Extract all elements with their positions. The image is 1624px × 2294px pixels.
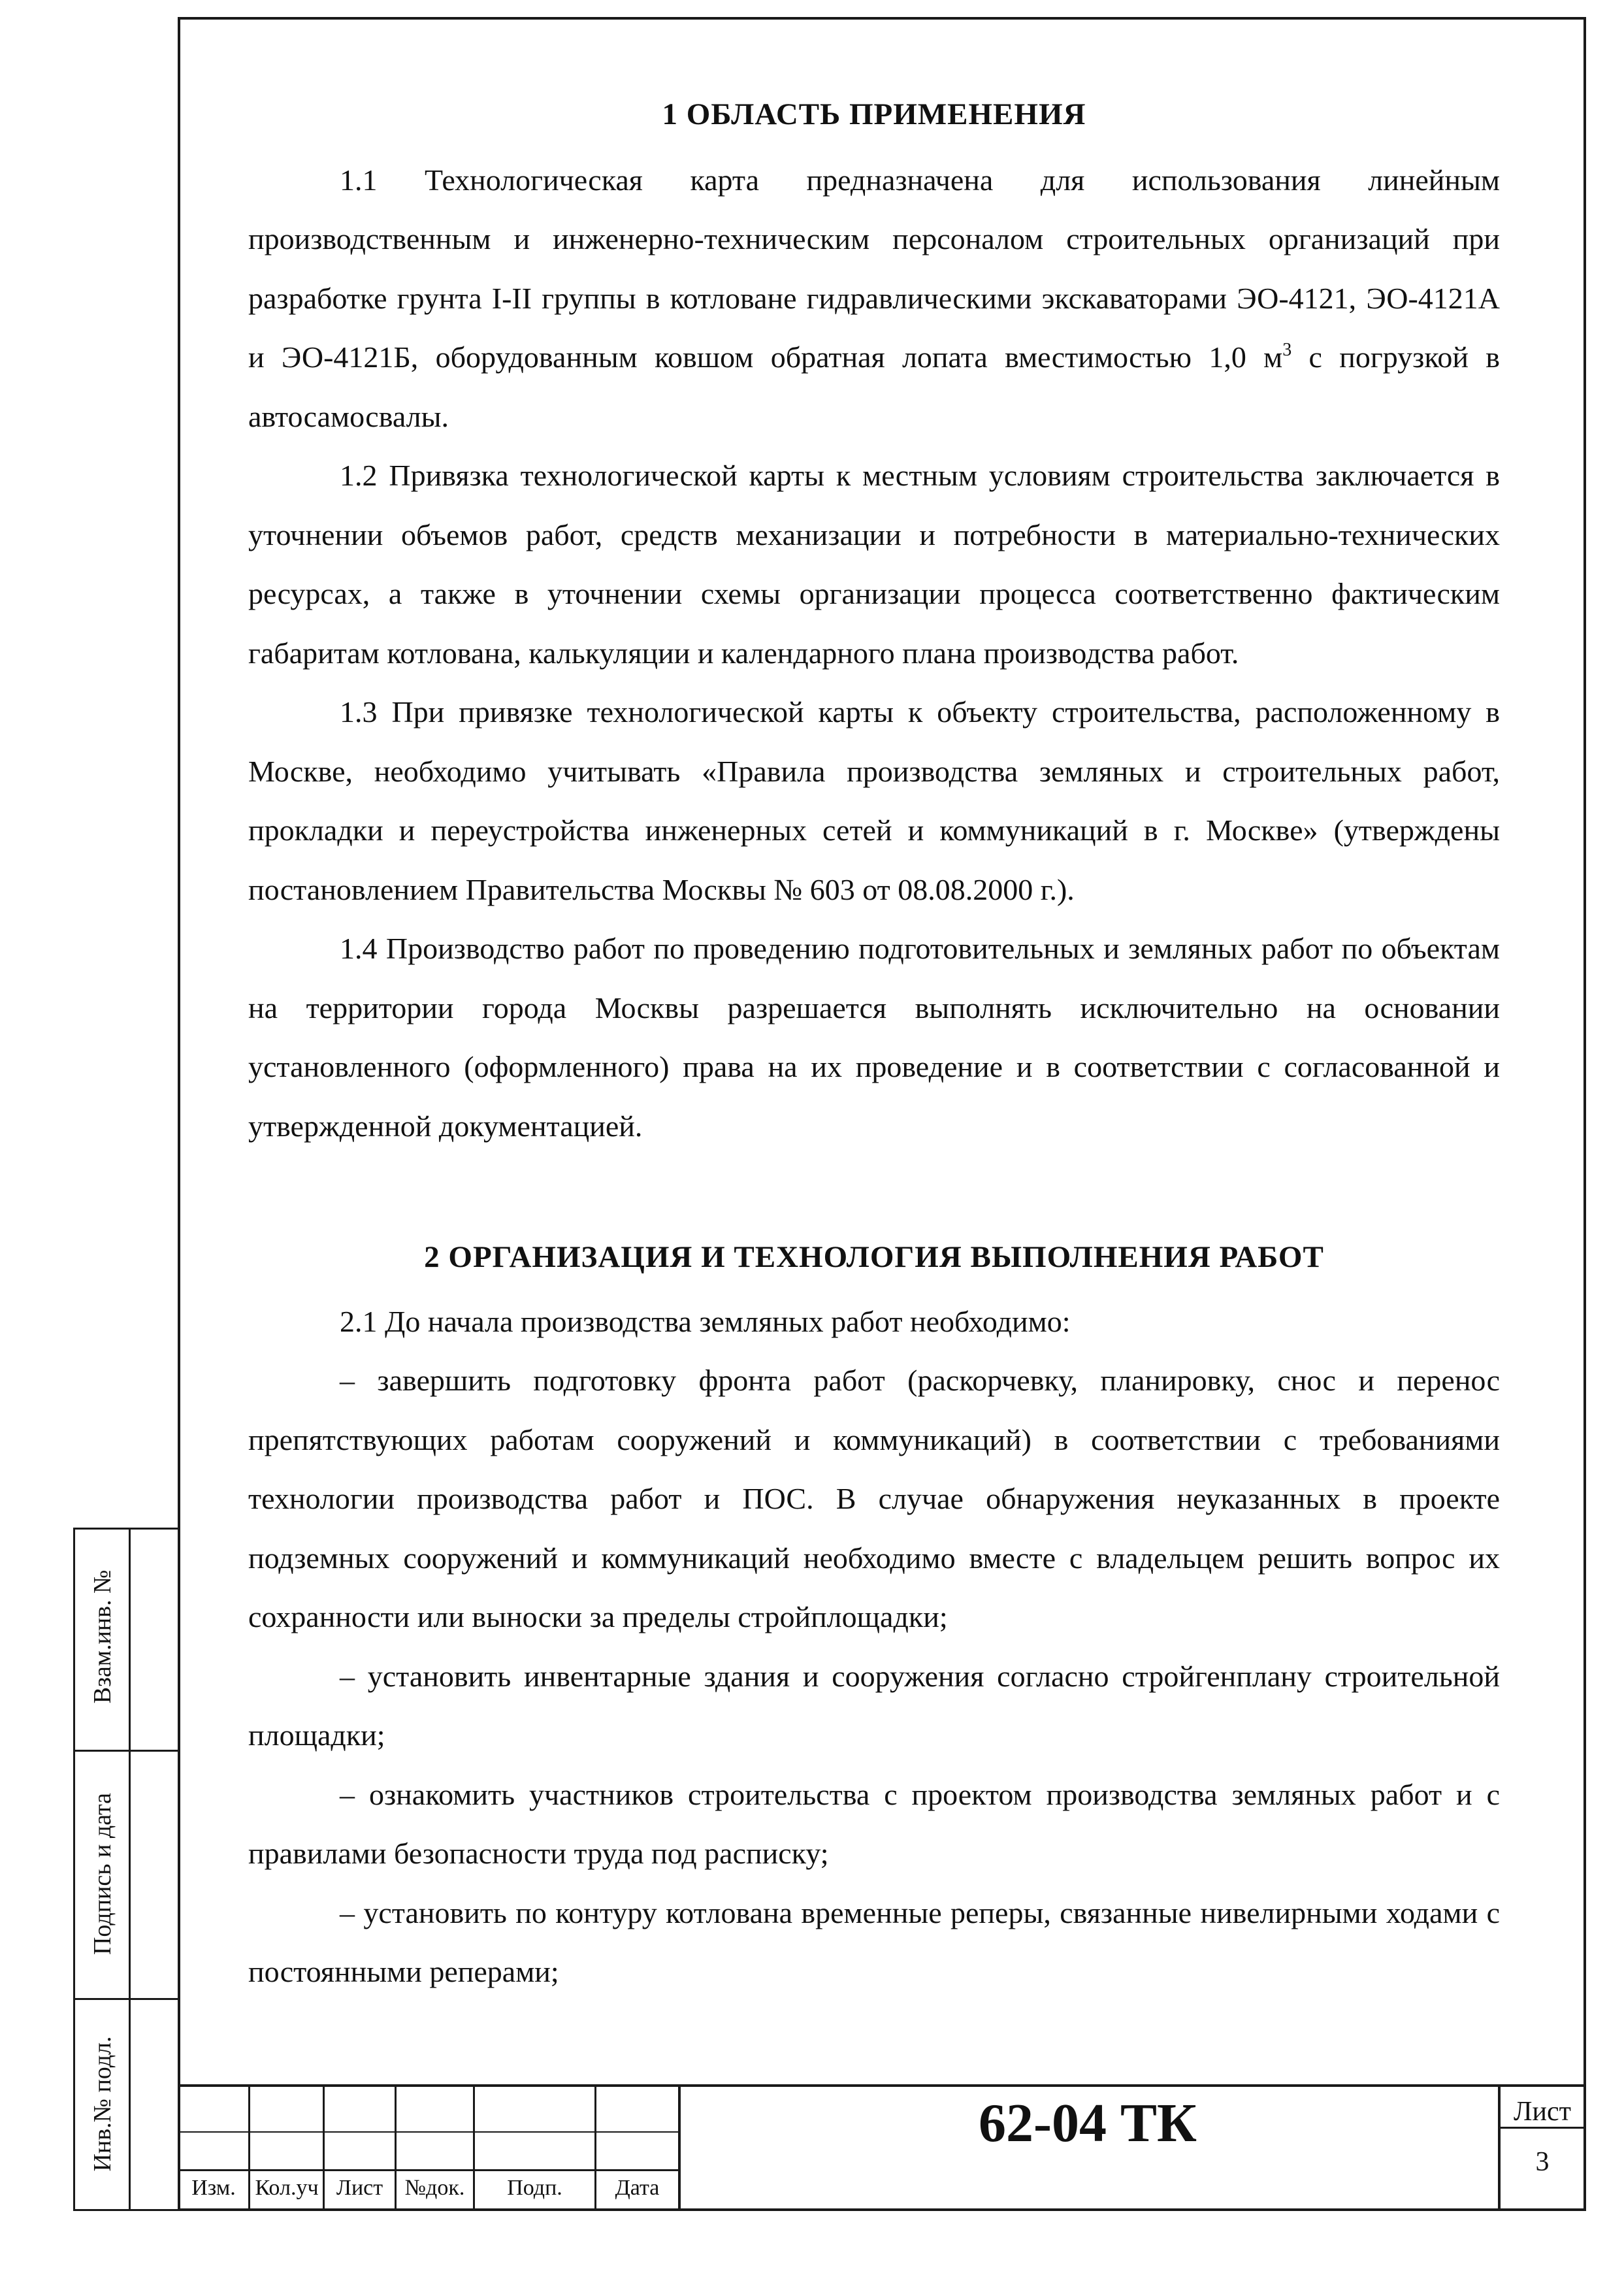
paragraph-1-2: 1.2 Привязка технологической карты к местным условиям строительства заключается в уточнении объемов работ, средств механизации и потребности в материально-технических ресурсах, а также в уточнении схемы организации процесса соответственно фактическим габаритам котлована, калькуляции и календарного плана производства работ. — [248, 459, 1500, 670]
document-body — [248, 85, 1500, 2002]
section-2-title: 2 ОРГАНИЗАЦИЯ И ТЕХНОЛОГИЯ ВЫПОЛНЕНИЯ РАБОТ — [424, 1240, 1324, 1274]
paragraph-1-1-end: с погрузкой в автосамосвалы. — [248, 340, 1500, 433]
side-label-podp: Подпись и дата — [89, 1792, 116, 1956]
side-column-inner — [129, 1528, 180, 2211]
paragraph-1-3: 1.3 При привязке технологической карты к объекту строительства, расположенному в Москве, необходимо учитывать «Правила производства земляных и строительных работ, прокладки и переустройства инженерных сетей и коммуникаций в г. Москве» (утверждены постановлением Правительства Москвы № 603 от 08.08.2000 г.). — [248, 695, 1500, 906]
title-block-row-line — [178, 2169, 679, 2171]
side-label-inv: Инв.№ подл. — [89, 2036, 116, 2172]
sheet-label: Лист — [1514, 2097, 1571, 2127]
list-item: – установить инвентарные здания и сооружения согласно стройгенплану строительной площадки; — [248, 1659, 1500, 1752]
document-code: 62-04 ТК — [979, 2093, 1197, 2154]
paragraph-1-1 — [248, 151, 1500, 447]
section-1-title: 1 ОБЛАСТЬ ПРИМЕНЕНИЯ — [662, 97, 1086, 131]
title-block-row-line — [178, 2131, 679, 2133]
sheet-number: 3 — [1535, 2147, 1550, 2177]
header-ndok: №док. — [404, 2176, 465, 2200]
header-kol-uch: Кол.уч — [255, 2176, 319, 2200]
paragraph-1-1-text: 1.1 Технологическая карта предназначена для использования линейным производственным и инженерно-техническим персоналом строительных организаций при разработке грунта I-II группы в котловане гидравлическими экскаваторами ЭО-4121, ЭО-4121А и ЭО-4121Б, оборудованным ковшом обратная лопата вместимостью 1,0 м — [248, 163, 1500, 374]
paragraph-2-1: 2.1 До начала производства земляных работ необходимо: — [340, 1304, 1071, 1338]
header-podp: Подп. — [507, 2176, 562, 2200]
side-divider-1 — [73, 1750, 180, 1752]
title-block-col-line — [248, 2084, 250, 2211]
cubic-superscript: 3 — [1282, 340, 1292, 360]
paragraph-1-4: 1.4 Производство работ по проведению подготовительных и земляных работ по объектам на территории города Москвы разрешается выполнять исключительно на основании установленного (оформленного) права на их проведение и в соответствии с согласованной и утвержденной документацией. — [248, 932, 1500, 1143]
list-item: – установить по контуру котлована временные реперы, связанные нивелирными ходами с постоянными реперами; — [248, 1895, 1500, 1988]
list-item: – завершить подготовку фронта работ (раскорчевку, планировку, снос и перенос препятствующих работам сооружений и коммуникаций) в соответствии с требованиями технологии производства работ и ПОС. В случае обнаружения неуказанных в проекте подземных сооружений и коммуникаций необходимо вместе с владельцем решить вопрос их сохранности или выноски за пределы стройплощадки; — [248, 1364, 1500, 1633]
title-block-top-line — [178, 2084, 1586, 2087]
header-data: Дата — [615, 2176, 660, 2200]
side-label-vzam: Взам.инв. № — [89, 1569, 116, 1704]
list-item: – ознакомить участников строительства с проектом производства земляных работ и с правилами безопасности труда под расписку; — [248, 1777, 1500, 1870]
header-list: Лист — [336, 2176, 383, 2200]
header-izm: Изм. — [191, 2176, 236, 2200]
side-divider-2 — [73, 1998, 180, 2000]
